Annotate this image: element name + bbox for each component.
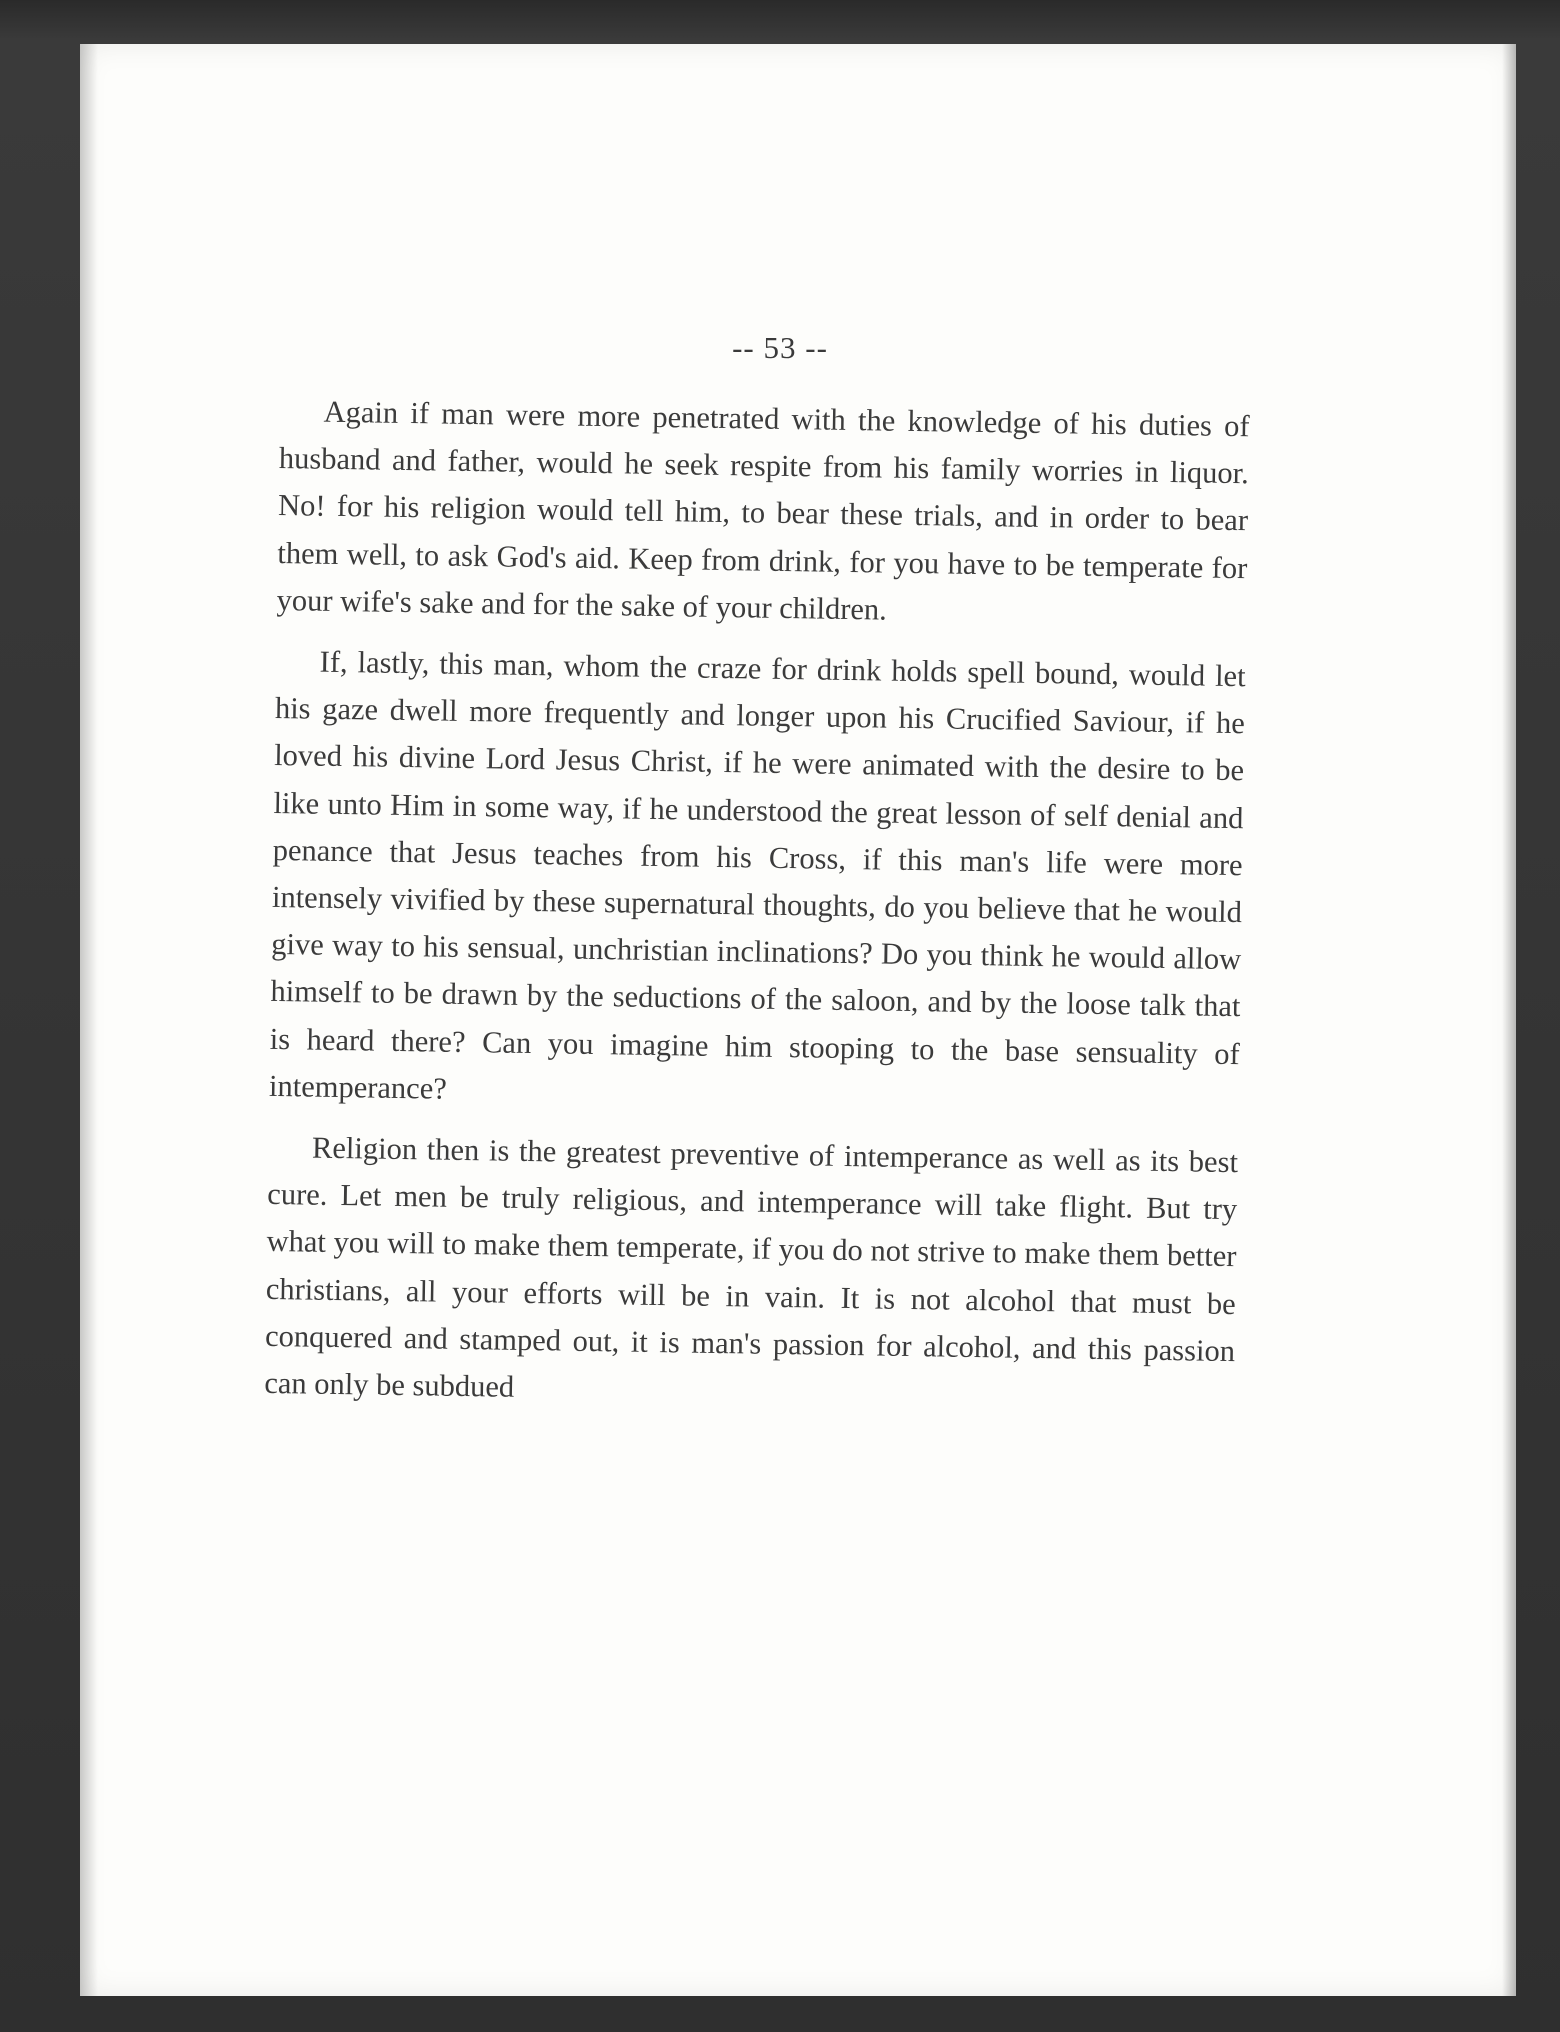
page-number: -- 53 -- xyxy=(732,330,828,365)
paragraph-3: Religion then is the greatest preventive of intemperance as well as its best cure. Let men be truly religious, and intemperance will take flight. But try what you will to make them temperate, if you do not strive to make them better christians, all your efforts will be in vain. It is not alcohol that must be conquered and stamped out, it is man's passion for alcohol, and this passion can only be subdued xyxy=(264,1130,1239,1404)
paragraph-1: Again if man were more penetrated with the knowledge of his duties of husband and father, would he seek respite from his family worries in liquor. No! for his religion would tell him, to bear these trials, and in order to bear them well, to ask God's aid. Keep from drink, for you have to be temperate for your wife's sake and for the sake of your children. xyxy=(276,394,1250,627)
page-body-text xyxy=(264,388,1250,1436)
paragraph-2: If, lastly, this man, whom the craze for drink holds spell bound, would let his gaze dwell more frequently and longer upon his Crucified Saviour, if he loved his divine Lord Jesus Christ, if he were animated with the desire to be like unto Him in some way, if he understood the great lesson of self denial and penance that Jesus teaches from his Cross, if this man's life were more intensely vivified by these supernatural thoughts, do you believe that he would give way to his sensual, unchristian inclinations? Do you think he would allow himself to be drawn by the seductions of the saloon, and by the loose talk that is heard there? Can you imagine him stooping to the base sensuality of intemperance? xyxy=(268,644,1246,1106)
